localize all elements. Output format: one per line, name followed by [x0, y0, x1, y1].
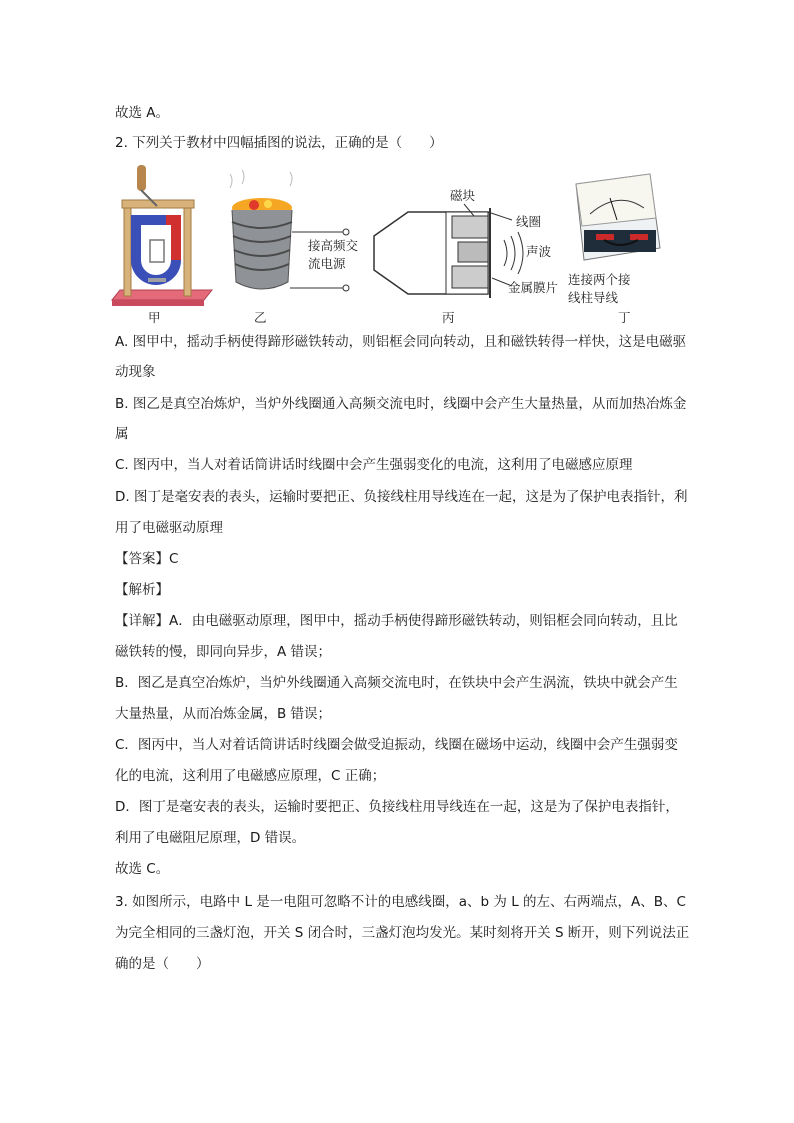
caption-yi: 乙: [254, 310, 267, 325]
detail-line: 【详解】A．由电磁驱动原理，图甲中，摇动手柄使得蹄形磁铁转动，则铝框会同向转动，且比: [115, 613, 678, 629]
bing-coil-label: 线圈: [516, 214, 542, 229]
detail-line: 磁铁转的慢，即同向异步，A 错误；: [115, 644, 332, 660]
question-3-line-1: 3. 如图所示，电路中 L 是一电阻可忽略不计的电感线圈，a、b 为 L 的左、右两端点，A、B、C: [115, 894, 686, 910]
option-d-line-2: 用了电磁驱动原理: [115, 520, 223, 536]
yi-source-label-2: 流电源: [308, 256, 346, 271]
detail-line: 化的电流，这利用了电磁感应原理，C 正确；: [115, 768, 386, 784]
option-b-line-2: 属: [115, 426, 129, 442]
ding-wire-label-1: 连接两个接: [568, 272, 631, 287]
option-b-line-1: B. 图乙是真空冶炼炉，当炉外线圈通入高频交流电时，线圈中会产生大量热量，从而加热冶炼金: [115, 396, 687, 412]
detail-line: 大量热量，从而冶炼金属，B 错误；: [115, 706, 332, 722]
text-line: 故选 A。: [115, 105, 170, 121]
caption-bing: 丙: [442, 310, 455, 325]
figure-yi-drawing: [230, 170, 349, 291]
question-3-line-3: 确的是（ ）: [115, 956, 210, 972]
conclusion-line: 故选 C。: [115, 861, 170, 877]
option-a-line-2: 动现象: [115, 364, 156, 380]
figure-bing-drawing: [374, 204, 523, 298]
yi-source-label-1: 接高频交: [308, 238, 359, 253]
option-d-line-1: D. 图丁是毫安表的表头，运输时要把正、负接线柱用导线连在一起，这是为了保护电表指针，利: [115, 489, 688, 505]
figure-ding-drawing: [576, 174, 660, 260]
question-2-figure: [112, 160, 672, 328]
figure-jia-drawing: [112, 165, 212, 306]
bing-magnet-label: 磁块: [450, 188, 476, 203]
bing-sound-label: 声波: [526, 244, 552, 259]
detail-line: C．图丙中，当人对着话筒讲话时线圈会做受迫振动，线圈在磁场中运动，线圈中会产生强弱变: [115, 737, 678, 753]
detail-line: 利用了电磁阻尼原理，D 错误。: [115, 830, 306, 846]
caption-jia: 甲: [148, 310, 161, 325]
detail-line: D．图丁是毫安表的表头，运输时要把正、负接线柱用导线连在一起，这是为了保护电表指针，: [115, 799, 679, 815]
caption-ding: 丁: [618, 310, 631, 325]
bing-film-label: 金属膜片: [508, 280, 559, 295]
answer-line: 【答案】C: [115, 551, 179, 567]
option-c-line: C. 图丙中，当人对着话筒讲话时线圈中会产生强弱变化的电流，这利用了电磁感应原理: [115, 457, 633, 473]
question-3-line-2: 为完全相同的三盏灯泡，开关 S 闭合时，三盏灯泡均发光。某时刻将开关 S 断开，则下列说法正: [115, 925, 690, 941]
ding-wire-label-2: 线柱导线: [568, 290, 619, 305]
analysis-heading: 【解析】: [115, 582, 169, 598]
detail-line: B．图乙是真空冶炼炉，当炉外线圈通入高频交流电时，在铁块中会产生涡流，铁块中就会产生: [115, 675, 678, 691]
question-2-stem: 2. 下列关于教材中四幅插图的说法，正确的是（ ）: [115, 135, 443, 151]
option-a-line-1: A. 图甲中，摇动手柄使得蹄形磁铁转动，则铝框会同向转动，且和磁铁转得一样快，这是电磁驱: [115, 334, 687, 350]
